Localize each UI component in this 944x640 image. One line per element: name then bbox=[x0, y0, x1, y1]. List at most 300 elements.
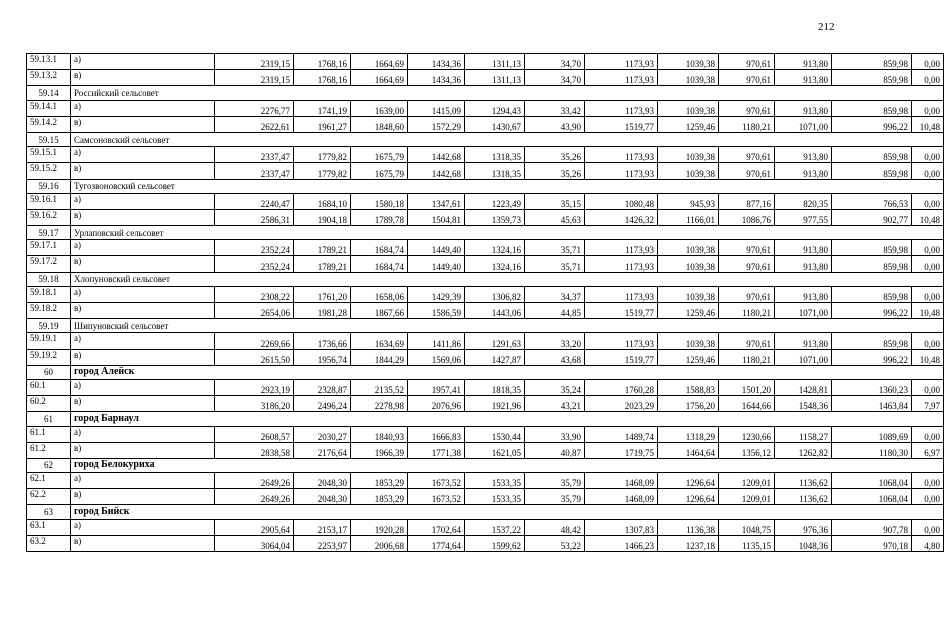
value-cell: 2153,17 bbox=[294, 519, 351, 535]
section-title: город Бийск bbox=[71, 505, 944, 519]
section-header-row bbox=[27, 179, 944, 193]
table-row bbox=[27, 163, 944, 179]
value-cell: 2253,97 bbox=[294, 535, 351, 551]
value-cell: 1071,00 bbox=[775, 116, 832, 132]
value-cell: 10,48 bbox=[912, 303, 944, 319]
table-row bbox=[27, 116, 944, 132]
table-row bbox=[27, 256, 944, 272]
row-letter: а) bbox=[71, 193, 215, 209]
value-cell: 1761,20 bbox=[294, 286, 351, 302]
row-code: 60.2 bbox=[27, 396, 71, 412]
value-cell: 1411,86 bbox=[408, 333, 465, 349]
table-row bbox=[27, 489, 944, 505]
value-cell: 970,61 bbox=[719, 333, 775, 349]
value-cell: 1920,28 bbox=[351, 519, 408, 535]
value-cell: 1039,38 bbox=[658, 333, 719, 349]
value-cell: 1359,73 bbox=[465, 209, 525, 225]
value-cell: 1173,93 bbox=[585, 333, 658, 349]
value-cell: 7,97 bbox=[912, 396, 944, 412]
row-letter: а) bbox=[71, 519, 215, 535]
section-header-row bbox=[27, 412, 944, 426]
row-code: 59.19.2 bbox=[27, 349, 71, 365]
value-cell: 913,80 bbox=[775, 256, 832, 272]
row-letter: а) bbox=[71, 286, 215, 302]
value-cell: 1068,04 bbox=[832, 489, 912, 505]
value-cell: 1818,35 bbox=[465, 379, 525, 395]
value-cell: 1136,62 bbox=[775, 489, 832, 505]
value-cell: 10,48 bbox=[912, 116, 944, 132]
value-cell: 945,93 bbox=[658, 193, 719, 209]
value-cell: 1664,69 bbox=[351, 70, 408, 86]
value-cell: 1415,09 bbox=[408, 100, 465, 116]
value-cell: 1684,10 bbox=[294, 193, 351, 209]
value-cell: 0,00 bbox=[912, 333, 944, 349]
value-cell: 1307,83 bbox=[585, 519, 658, 535]
section-title: Хлопуновский сельсовет bbox=[71, 272, 944, 286]
value-cell: 2622,61 bbox=[215, 116, 294, 132]
value-cell: 1259,46 bbox=[658, 303, 719, 319]
value-cell: 877,16 bbox=[719, 193, 775, 209]
row-code: 60.1 bbox=[27, 379, 71, 395]
value-cell: 1639,00 bbox=[351, 100, 408, 116]
value-cell: 1068,04 bbox=[832, 473, 912, 489]
value-cell: 2615,50 bbox=[215, 349, 294, 365]
value-cell: 2135,52 bbox=[351, 379, 408, 395]
value-cell: 48,42 bbox=[525, 519, 585, 535]
value-cell: 1789,78 bbox=[351, 209, 408, 225]
section-code: 60 bbox=[27, 365, 71, 379]
row-code: 62.2 bbox=[27, 489, 71, 505]
row-code: 59.17.2 bbox=[27, 256, 71, 272]
value-cell: 1664,69 bbox=[351, 54, 408, 70]
value-cell: 996,22 bbox=[832, 349, 912, 365]
row-letter: в) bbox=[71, 303, 215, 319]
table-row bbox=[27, 240, 944, 256]
value-cell: 1904,18 bbox=[294, 209, 351, 225]
value-cell: 35,79 bbox=[525, 489, 585, 505]
value-cell: 43,21 bbox=[525, 396, 585, 412]
value-cell: 1294,43 bbox=[465, 100, 525, 116]
row-letter: а) bbox=[71, 147, 215, 163]
row-code: 59.19.1 bbox=[27, 333, 71, 349]
section-header-row bbox=[27, 226, 944, 240]
value-cell: 1434,36 bbox=[408, 54, 465, 70]
value-cell: 1173,93 bbox=[585, 163, 658, 179]
row-letter: в) bbox=[71, 535, 215, 551]
value-cell: 1173,93 bbox=[585, 240, 658, 256]
value-cell: 913,80 bbox=[775, 147, 832, 163]
value-cell: 1956,74 bbox=[294, 349, 351, 365]
value-cell: 1442,68 bbox=[408, 163, 465, 179]
value-cell: 1789,21 bbox=[294, 256, 351, 272]
value-cell: 2328,87 bbox=[294, 379, 351, 395]
value-cell: 0,00 bbox=[912, 426, 944, 442]
value-cell: 859,98 bbox=[832, 147, 912, 163]
table-row bbox=[27, 442, 944, 458]
value-cell: 1158,27 bbox=[775, 426, 832, 442]
value-cell: 913,80 bbox=[775, 163, 832, 179]
row-letter: а) bbox=[71, 240, 215, 256]
value-cell: 35,26 bbox=[525, 163, 585, 179]
row-code: 61.2 bbox=[27, 442, 71, 458]
value-cell: 902,77 bbox=[832, 209, 912, 225]
value-cell: 970,61 bbox=[719, 240, 775, 256]
value-cell: 3064,04 bbox=[215, 535, 294, 551]
value-cell: 1311,13 bbox=[465, 70, 525, 86]
table-row bbox=[27, 379, 944, 395]
value-cell: 913,80 bbox=[775, 333, 832, 349]
row-letter: в) bbox=[71, 163, 215, 179]
table-row bbox=[27, 303, 944, 319]
tariff-table bbox=[26, 53, 944, 552]
value-cell: 1324,16 bbox=[465, 256, 525, 272]
section-title: город Барнаул bbox=[71, 412, 944, 426]
table-row bbox=[27, 349, 944, 365]
row-code: 63.1 bbox=[27, 519, 71, 535]
value-cell: 2076,96 bbox=[408, 396, 465, 412]
value-cell: 1230,66 bbox=[719, 426, 775, 442]
value-cell: 1180,21 bbox=[719, 116, 775, 132]
row-code: 59.17.1 bbox=[27, 240, 71, 256]
value-cell: 2905,64 bbox=[215, 519, 294, 535]
value-cell: 2337,47 bbox=[215, 147, 294, 163]
value-cell: 1675,79 bbox=[351, 147, 408, 163]
value-cell: 33,20 bbox=[525, 333, 585, 349]
value-cell: 33,90 bbox=[525, 426, 585, 442]
row-code: 59.13.2 bbox=[27, 70, 71, 86]
value-cell: 1173,93 bbox=[585, 286, 658, 302]
table-row bbox=[27, 519, 944, 535]
value-cell: 2308,22 bbox=[215, 286, 294, 302]
value-cell: 1039,38 bbox=[658, 240, 719, 256]
value-cell: 43,68 bbox=[525, 349, 585, 365]
value-cell: 2352,24 bbox=[215, 240, 294, 256]
value-cell: 0,00 bbox=[912, 54, 944, 70]
value-cell: 1537,22 bbox=[465, 519, 525, 535]
value-cell: 53,22 bbox=[525, 535, 585, 551]
value-cell: 35,71 bbox=[525, 240, 585, 256]
value-cell: 2496,24 bbox=[294, 396, 351, 412]
section-header-row bbox=[27, 458, 944, 472]
row-letter: в) bbox=[71, 70, 215, 86]
value-cell: 2319,15 bbox=[215, 70, 294, 86]
value-cell: 1853,29 bbox=[351, 489, 408, 505]
value-cell: 970,61 bbox=[719, 163, 775, 179]
value-cell: 1442,68 bbox=[408, 147, 465, 163]
section-code: 62 bbox=[27, 458, 71, 472]
value-cell: 2269,66 bbox=[215, 333, 294, 349]
value-cell: 1774,64 bbox=[408, 535, 465, 551]
value-cell: 1223,49 bbox=[465, 193, 525, 209]
row-letter: а) bbox=[71, 426, 215, 442]
value-cell: 1430,67 bbox=[465, 116, 525, 132]
value-cell: 1586,59 bbox=[408, 303, 465, 319]
value-cell: 1360,23 bbox=[832, 379, 912, 395]
value-cell: 1848,60 bbox=[351, 116, 408, 132]
row-letter: в) bbox=[71, 442, 215, 458]
row-letter: а) bbox=[71, 54, 215, 70]
table-row bbox=[27, 70, 944, 86]
value-cell: 1572,29 bbox=[408, 116, 465, 132]
row-code: 59.15.1 bbox=[27, 147, 71, 163]
value-cell: 1173,93 bbox=[585, 100, 658, 116]
value-cell: 859,98 bbox=[832, 333, 912, 349]
value-cell: 766,53 bbox=[832, 193, 912, 209]
section-code: 59.17 bbox=[27, 226, 71, 240]
value-cell: 0,00 bbox=[912, 147, 944, 163]
value-cell: 1311,13 bbox=[465, 54, 525, 70]
value-cell: 1166,01 bbox=[658, 209, 719, 225]
value-cell: 6,97 bbox=[912, 442, 944, 458]
value-cell: 2023,29 bbox=[585, 396, 658, 412]
value-cell: 40,87 bbox=[525, 442, 585, 458]
table-row bbox=[27, 286, 944, 302]
value-cell: 0,00 bbox=[912, 100, 944, 116]
value-cell: 1318,35 bbox=[465, 163, 525, 179]
value-cell: 1658,06 bbox=[351, 286, 408, 302]
value-cell: 0,00 bbox=[912, 519, 944, 535]
value-cell: 1209,01 bbox=[719, 489, 775, 505]
value-cell: 1135,15 bbox=[719, 535, 775, 551]
section-header-row bbox=[27, 272, 944, 286]
section-header-row bbox=[27, 365, 944, 379]
value-cell: 1789,21 bbox=[294, 240, 351, 256]
value-cell: 1981,28 bbox=[294, 303, 351, 319]
value-cell: 1673,52 bbox=[408, 473, 465, 489]
value-cell: 1741,19 bbox=[294, 100, 351, 116]
value-cell: 35,24 bbox=[525, 379, 585, 395]
value-cell: 2048,30 bbox=[294, 489, 351, 505]
row-letter: а) bbox=[71, 379, 215, 395]
value-cell: 1768,16 bbox=[294, 70, 351, 86]
section-code: 63 bbox=[27, 505, 71, 519]
section-code: 59.16 bbox=[27, 179, 71, 193]
value-cell: 1621,05 bbox=[465, 442, 525, 458]
row-code: 61.1 bbox=[27, 426, 71, 442]
value-cell: 1180,21 bbox=[719, 349, 775, 365]
value-cell: 1262,82 bbox=[775, 442, 832, 458]
row-letter: а) bbox=[71, 333, 215, 349]
value-cell: 1427,87 bbox=[465, 349, 525, 365]
value-cell: 970,18 bbox=[832, 535, 912, 551]
value-cell: 1039,38 bbox=[658, 54, 719, 70]
value-cell: 1853,29 bbox=[351, 473, 408, 489]
value-cell: 2608,57 bbox=[215, 426, 294, 442]
value-cell: 1071,00 bbox=[775, 303, 832, 319]
value-cell: 4,80 bbox=[912, 535, 944, 551]
value-cell: 1180,21 bbox=[719, 303, 775, 319]
value-cell: 913,80 bbox=[775, 54, 832, 70]
value-cell: 33,42 bbox=[525, 100, 585, 116]
value-cell: 1136,38 bbox=[658, 519, 719, 535]
value-cell: 1296,64 bbox=[658, 489, 719, 505]
value-cell: 859,98 bbox=[832, 54, 912, 70]
value-cell: 970,61 bbox=[719, 54, 775, 70]
value-cell: 1173,93 bbox=[585, 147, 658, 163]
value-cell: 820,35 bbox=[775, 193, 832, 209]
value-cell: 1844,29 bbox=[351, 349, 408, 365]
value-cell: 977,55 bbox=[775, 209, 832, 225]
value-cell: 1048,75 bbox=[719, 519, 775, 535]
value-cell: 0,00 bbox=[912, 163, 944, 179]
row-letter: в) bbox=[71, 396, 215, 412]
value-cell: 913,80 bbox=[775, 100, 832, 116]
value-cell: 1296,64 bbox=[658, 473, 719, 489]
value-cell: 2176,64 bbox=[294, 442, 351, 458]
value-cell: 913,80 bbox=[775, 286, 832, 302]
value-cell: 1501,20 bbox=[719, 379, 775, 395]
table-row bbox=[27, 396, 944, 412]
value-cell: 2276,77 bbox=[215, 100, 294, 116]
value-cell: 1259,46 bbox=[658, 349, 719, 365]
value-cell: 1966,39 bbox=[351, 442, 408, 458]
row-letter: в) bbox=[71, 209, 215, 225]
value-cell: 1468,09 bbox=[585, 489, 658, 505]
row-code: 59.15.2 bbox=[27, 163, 71, 179]
row-letter: в) bbox=[71, 489, 215, 505]
value-cell: 970,61 bbox=[719, 100, 775, 116]
value-cell: 970,61 bbox=[719, 256, 775, 272]
value-cell: 1719,75 bbox=[585, 442, 658, 458]
value-cell: 1634,69 bbox=[351, 333, 408, 349]
value-cell: 10,48 bbox=[912, 349, 944, 365]
value-cell: 1684,74 bbox=[351, 256, 408, 272]
section-title: Самсоновский сельсовет bbox=[71, 132, 944, 146]
value-cell: 1569,06 bbox=[408, 349, 465, 365]
value-cell: 1173,93 bbox=[585, 70, 658, 86]
row-letter: а) bbox=[71, 473, 215, 489]
value-cell: 1961,27 bbox=[294, 116, 351, 132]
row-code: 59.14.2 bbox=[27, 116, 71, 132]
table-row bbox=[27, 193, 944, 209]
section-header-row bbox=[27, 319, 944, 333]
value-cell: 1519,77 bbox=[585, 116, 658, 132]
value-cell: 1039,38 bbox=[658, 256, 719, 272]
row-letter: в) bbox=[71, 256, 215, 272]
value-cell: 2654,06 bbox=[215, 303, 294, 319]
row-letter: а) bbox=[71, 100, 215, 116]
value-cell: 859,98 bbox=[832, 240, 912, 256]
value-cell: 913,80 bbox=[775, 240, 832, 256]
value-cell: 1466,23 bbox=[585, 535, 658, 551]
value-cell: 1318,29 bbox=[658, 426, 719, 442]
value-cell: 2048,30 bbox=[294, 473, 351, 489]
value-cell: 1324,16 bbox=[465, 240, 525, 256]
value-cell: 1464,64 bbox=[658, 442, 719, 458]
value-cell: 0,00 bbox=[912, 489, 944, 505]
value-cell: 2319,15 bbox=[215, 54, 294, 70]
section-title: город Алейск bbox=[71, 365, 944, 379]
section-code: 59.19 bbox=[27, 319, 71, 333]
value-cell: 2006,68 bbox=[351, 535, 408, 551]
value-cell: 1449,40 bbox=[408, 256, 465, 272]
value-cell: 859,98 bbox=[832, 163, 912, 179]
value-cell: 1588,83 bbox=[658, 379, 719, 395]
value-cell: 10,48 bbox=[912, 209, 944, 225]
row-code: 62.1 bbox=[27, 473, 71, 489]
value-cell: 1209,01 bbox=[719, 473, 775, 489]
section-code: 59.18 bbox=[27, 272, 71, 286]
value-cell: 1867,66 bbox=[351, 303, 408, 319]
value-cell: 1039,38 bbox=[658, 70, 719, 86]
page-number: 212 bbox=[818, 21, 835, 33]
value-cell: 913,80 bbox=[775, 70, 832, 86]
value-cell: 1702,64 bbox=[408, 519, 465, 535]
value-cell: 1039,38 bbox=[658, 147, 719, 163]
value-cell: 2278,98 bbox=[351, 396, 408, 412]
value-cell: 1071,00 bbox=[775, 349, 832, 365]
value-cell: 1089,69 bbox=[832, 426, 912, 442]
value-cell: 1736,66 bbox=[294, 333, 351, 349]
value-cell: 1548,36 bbox=[775, 396, 832, 412]
value-cell: 35,79 bbox=[525, 473, 585, 489]
value-cell: 35,71 bbox=[525, 256, 585, 272]
row-code: 59.16.1 bbox=[27, 193, 71, 209]
value-cell: 1039,38 bbox=[658, 286, 719, 302]
value-cell: 0,00 bbox=[912, 473, 944, 489]
value-cell: 1468,09 bbox=[585, 473, 658, 489]
value-cell: 1463,84 bbox=[832, 396, 912, 412]
value-cell: 1921,96 bbox=[465, 396, 525, 412]
value-cell: 1599,62 bbox=[465, 535, 525, 551]
table-row bbox=[27, 54, 944, 70]
value-cell: 1533,35 bbox=[465, 489, 525, 505]
value-cell: 1428,81 bbox=[775, 379, 832, 395]
value-cell: 1530,44 bbox=[465, 426, 525, 442]
value-cell: 43,90 bbox=[525, 116, 585, 132]
value-cell: 2030,27 bbox=[294, 426, 351, 442]
value-cell: 1771,38 bbox=[408, 442, 465, 458]
table-row bbox=[27, 100, 944, 116]
value-cell: 1434,36 bbox=[408, 70, 465, 86]
value-cell: 1684,74 bbox=[351, 240, 408, 256]
value-cell: 1533,35 bbox=[465, 473, 525, 489]
value-cell: 0,00 bbox=[912, 70, 944, 86]
value-cell: 0,00 bbox=[912, 256, 944, 272]
row-code: 59.13.1 bbox=[27, 54, 71, 70]
value-cell: 970,61 bbox=[719, 70, 775, 86]
value-cell: 0,00 bbox=[912, 379, 944, 395]
value-cell: 1291,63 bbox=[465, 333, 525, 349]
value-cell: 1779,82 bbox=[294, 147, 351, 163]
value-cell: 2337,47 bbox=[215, 163, 294, 179]
value-cell: 3186,20 bbox=[215, 396, 294, 412]
value-cell: 1136,62 bbox=[775, 473, 832, 489]
section-title: город Белокуриха bbox=[71, 458, 944, 472]
value-cell: 2649,26 bbox=[215, 473, 294, 489]
value-cell: 0,00 bbox=[912, 240, 944, 256]
value-cell: 0,00 bbox=[912, 286, 944, 302]
value-cell: 1306,82 bbox=[465, 286, 525, 302]
value-cell: 1779,82 bbox=[294, 163, 351, 179]
value-cell: 907,78 bbox=[832, 519, 912, 535]
section-header-row bbox=[27, 86, 944, 100]
value-cell: 1318,35 bbox=[465, 147, 525, 163]
value-cell: 1039,38 bbox=[658, 163, 719, 179]
row-code: 63.2 bbox=[27, 535, 71, 551]
value-cell: 35,26 bbox=[525, 147, 585, 163]
value-cell: 1519,77 bbox=[585, 303, 658, 319]
value-cell: 1080,48 bbox=[585, 193, 658, 209]
value-cell: 1840,93 bbox=[351, 426, 408, 442]
table-row bbox=[27, 333, 944, 349]
table-row bbox=[27, 426, 944, 442]
table-row bbox=[27, 209, 944, 225]
value-cell: 859,98 bbox=[832, 100, 912, 116]
value-cell: 1580,18 bbox=[351, 193, 408, 209]
value-cell: 1173,93 bbox=[585, 54, 658, 70]
section-title: Российский сельсовет bbox=[71, 86, 944, 100]
